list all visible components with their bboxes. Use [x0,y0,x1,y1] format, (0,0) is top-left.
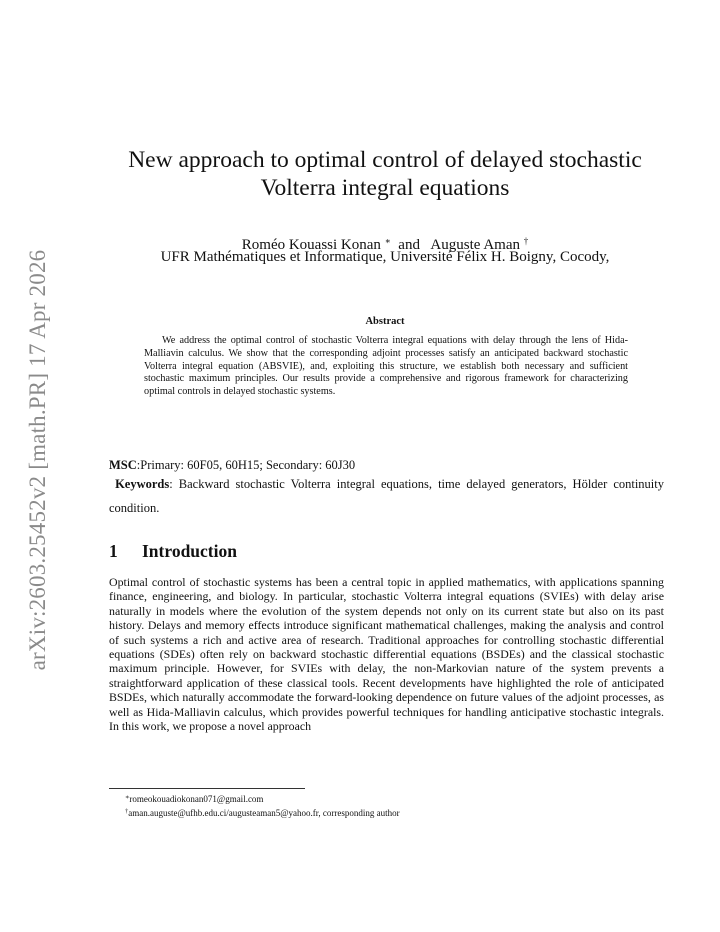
introduction-paragraph: Optimal control of stochastic systems has been a central topic in applied mathematics, with applications spanning finance, engineering, and biology. In particular, stochastic Volterra integral equations (SVIEs) with delay arise naturally in models where the evolution of the system depends not only on its current state but also on its past history. Delays and memory effects introduce significant mathematical challenges, making the analysis and control of such systems a rich and active area of research. Traditional approaches for controlling stochastic differential equations (SDEs) often rely on backward stochastic differential equations (BSDEs) and the classical stochastic maximum principle. However, for SVIEs with delay, the non-Markovian nature of the system prevents a straightforward application of these classical tools. Recent developments have highlighted the role of anticipated BSDEs, which naturally accommodate the forward-looking dependence on future values of the adjoint processes, as well as Hida-Malliavin calculus, which provides powerful techniques for handling anticipative stochastic integrals. In this work, we propose a novel approach [109,575,664,734]
abstract-heading: Abstract [365,316,405,327]
arxiv-identifier: arXiv:2603.25452v2 [math.PR] 17 Apr 2026 [25,249,50,671]
msc-line [109,458,664,473]
author-1-name: Roméo Kouassi Konan [241,237,381,253]
footnote-1 [125,792,400,806]
keywords-text: : Backward stochastic Volterra integral equations, time delayed generators, Hölder continuity condition. [109,477,665,515]
footnote-2 [125,806,400,820]
section-title: Introduction [142,541,237,561]
author-2-name: Auguste Aman [430,237,520,253]
msc-text: :Primary: 60F05, 60H15; Secondary: 60J30 [136,458,356,472]
section-heading [109,540,237,562]
section-number: 1 [109,541,118,561]
keywords-line [109,472,664,520]
footnote-1-mark: ∗ [125,794,130,801]
affiliation: UFR Mathématiques et Informatique, Université Félix H. Boigny, Cocody, [160,249,610,265]
footnotes [125,792,400,819]
paper-title: New approach to optimal control of delayed stochastic Volterra integral equations [128,147,642,201]
author-2-footnote-mark: † [523,236,529,246]
msc-label: MSC [109,458,137,472]
footnote-2-email: aman.auguste@ufhb.edu.ci/augusteaman5@yahoo.fr, corresponding author [128,807,400,818]
author-separator: and [398,237,420,253]
footnote-2-mark: † [125,807,129,815]
footnote-1-email: romeokouadiokonan071@gmail.com [129,794,264,804]
arxiv-sidebar [6,0,70,932]
footnote-rule [109,788,305,789]
abstract-text: We address the optimal control of stochastic Volterra integral equations with delay through the lens of Hida-Malliavin calculus. We show that the corresponding adjoint processes satisfy an anticipated backward stochastic Volterra integral equation (ABSVIE), and, exploiting this structure, we establish both necessary and sufficient stochastic maximum principles. Our results provide a comprehensive and rigorous framework for characterizing optimal controls in delayed stochastic systems. [144,335,628,398]
keywords-label: Keywords [115,477,170,491]
author-1-footnote-mark: ∗ [384,236,391,246]
